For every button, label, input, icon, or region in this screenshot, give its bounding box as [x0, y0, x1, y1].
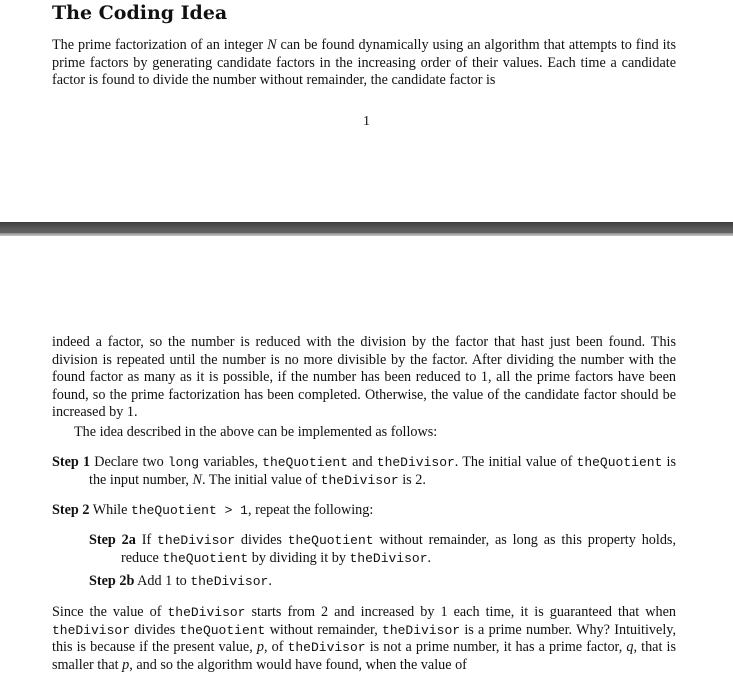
- page-separator: [0, 222, 733, 236]
- page-number: 1: [363, 114, 370, 129]
- step-2b: Step 2b Add 1 to theDivisor.: [89, 573, 272, 589]
- step-2a: Step 2a If theDivisor divides theQuotient without remainder, as long as this property holds, reduce theQuotient by dividing it by theDivisor.: [89, 532, 676, 566]
- document-page-1: [0, 0, 733, 222]
- intro-paragraph: The prime factorization of an integer N can be found dynamically using an algorithm that attempts to find its prime factors by generating candidate factors in the increasing order of their values. Each time a candidate factor is found to divide the number without remainder, the candidate factor is: [52, 37, 677, 88]
- section-title: The Coding Idea: [52, 2, 228, 24]
- continuation-paragraph: indeed a factor, so the number is reduced with the division by the factor that hast just been found. This division is repeated until the number is no more divisible by the factor. After dividing the number with the found factor as many as it is possible, if the number has been reduced to 1, all the prime factors have been found, so the prime factorization has been completed. Otherwise, the value of the candidate factor should be increased by 1.: [52, 334, 676, 420]
- step-2: Step 2 While theQuotient > 1, repeat the following:: [52, 502, 374, 518]
- step-1: Step 1 Declare two long variables, theQuotient and theDivisor. The initial value of theQuotient is the input number, N. The initial value of theDivisor is 2.: [52, 454, 676, 488]
- closing-paragraph: Since the value of theDivisor starts from 2 and increased by 1 each time, it is guaranteed that when theDivisor divides theQuotient without remainder, theDivisor is a prime number. Why? Intuitively, this is because if the present value, p, of theDivisor is not a prime number, it has a prime factor, q, that is smaller that p, and so the algorithm would have found, when the value of: [52, 604, 676, 673]
- idea-line: The idea described in the above can be implemented as follows:: [74, 424, 438, 440]
